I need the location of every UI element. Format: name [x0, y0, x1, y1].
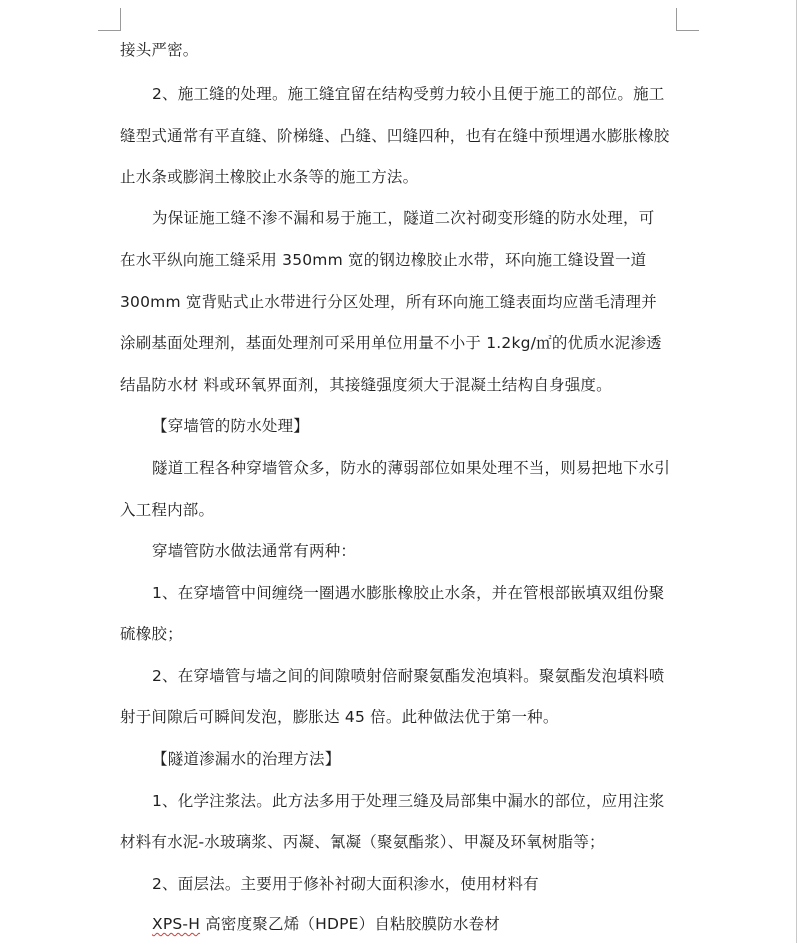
- text-line: 1、在穿墙管中间缠绕一圈遇水膨胀橡胶止水条，并在管根部嵌填双组份聚: [152, 584, 665, 602]
- section-heading: 【穿墙管的防水处理】: [152, 417, 310, 435]
- text-line: 穿墙管防水做法通常有两种：: [152, 542, 357, 560]
- text-line: 2、施工缝的处理。施工缝宜留在结构受剪力较小且便于施工的部位。施工: [152, 85, 665, 103]
- text-line: 硫橡胶；: [120, 625, 183, 643]
- text-line: 止水条或膨润土橡胶止水条等的施工方法。: [120, 168, 419, 186]
- text-line: 2、在穿墙管与墙之间的间隙喷射倍耐聚氨酯发泡填料。聚氨酯发泡填料喷: [152, 667, 665, 685]
- text-line: 入工程内部。: [120, 501, 215, 519]
- text-line: [152, 914, 500, 934]
- text-line: 300mm 宽背贴式止水带进行分区处理，所有环向施工缝表面均应凿毛清理并: [120, 293, 657, 311]
- text-line: 材料有水泥-水玻璃浆、丙凝、氰凝（聚氨酯浆）、甲凝及环氧树脂等；: [120, 833, 605, 851]
- margin-corner-mark-top-left: [98, 8, 121, 31]
- margin-corner-mark-top-right: [676, 8, 699, 31]
- text-line: 隧道工程各种穿墙管众多，防水的薄弱部位如果处理不当，则易把地下水引: [152, 459, 671, 477]
- text-line-rest: 高密度聚乙烯（HDPE）自粘胶膜防水卷材: [200, 915, 500, 933]
- spellcheck-flagged-word[interactable]: XPS-H: [152, 915, 201, 933]
- text-line: 在水平纵向施工缝采用 350mm 宽的钢边橡胶止水带，环向施工缝设置一道: [120, 251, 647, 269]
- text-line: 接头严密。: [120, 41, 199, 59]
- text-line: 为保证施工缝不渗不漏和易于施工，隧道二次衬砌变形缝的防水处理，可: [152, 209, 655, 227]
- section-heading: 【隧道渗漏水的治理方法】: [152, 750, 341, 768]
- text-line: 缝型式通常有平直缝、阶梯缝、凸缝、凹缝四种，也有在缝中预埋遇水膨胀橡胶: [120, 127, 670, 145]
- text-line: 涂刷基面处理剂，基面处理剂可采用单位用量不小于 1.2kg/㎡的优质水泥渗透: [120, 334, 662, 352]
- text-line: 2、面层法。主要用于修补衬砌大面积渗水，使用材料有: [152, 875, 539, 893]
- text-line: 结晶防水材 料或环氧界面剂，其接缝强度须大于混凝土结构自身强度。: [120, 376, 612, 394]
- text-line: 1、化学注浆法。此方法多用于处理三缝及局部集中漏水的部位，应用注浆: [152, 792, 665, 810]
- text-line: 射于间隙后可瞬间发泡，膨胀达 45 倍。此种做法优于第一种。: [120, 708, 559, 726]
